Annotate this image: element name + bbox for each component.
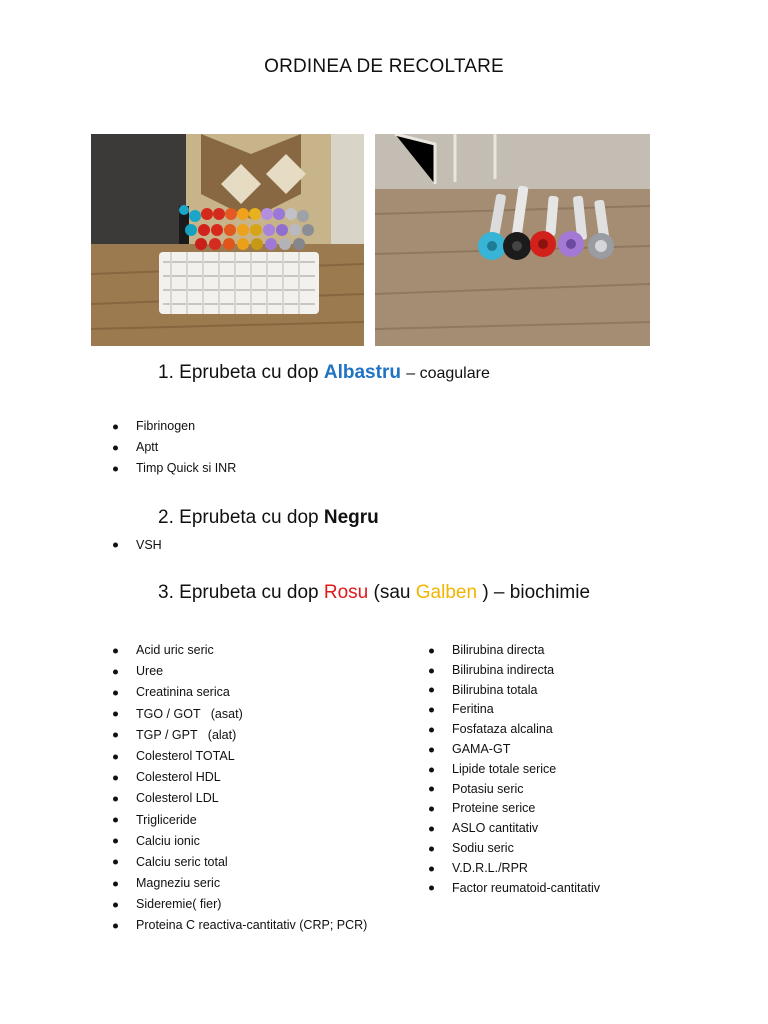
section-2-number: 2. <box>158 507 174 528</box>
list-item: VSH <box>113 535 162 555</box>
list-item: TGP / GPT (alat) <box>113 725 367 746</box>
list-item: Colesterol HDL <box>113 767 367 788</box>
section-3-heading <box>158 582 590 604</box>
page-title: ORDINEA DE RECOLTARE <box>264 56 504 77</box>
section-2-color-word: Negru <box>323 507 379 528</box>
list-item: Feritina <box>429 700 600 720</box>
section-3-color-word-2: Galben <box>415 582 478 603</box>
list-item: Calciu seric total <box>113 852 367 873</box>
section-3-middle: (sau <box>373 582 411 603</box>
list-item: Magneziu seric <box>113 873 367 894</box>
section-1-prefix: Eprubeta cu dop <box>179 362 319 383</box>
list-item: Proteine serice <box>429 799 600 819</box>
list-item: Bilirubina totala <box>429 681 600 701</box>
section-3-list-left <box>113 640 367 937</box>
list-item: Aptt <box>113 437 236 458</box>
list-item: GAMA-GT <box>429 740 600 760</box>
section-1-list <box>113 416 236 479</box>
list-item: Proteina C reactiva-cantitativ (CRP; PCR) <box>113 915 367 936</box>
list-item: Timp Quick si INR <box>113 458 236 479</box>
section-1-color-word: Albastru <box>323 362 401 383</box>
list-item: Potasiu seric <box>429 780 600 800</box>
section-1-number: 1. <box>158 362 174 383</box>
tube-rack-photo <box>91 134 364 346</box>
list-item: Fosfataza alcalina <box>429 720 600 740</box>
list-item: Trigliceride <box>113 810 367 831</box>
list-item: Bilirubina directa <box>429 641 600 661</box>
list-item: Creatinina serica <box>113 682 367 703</box>
list-item: Sideremie( fier) <box>113 894 367 915</box>
section-3-list-right <box>429 641 600 898</box>
list-item: Uree <box>113 661 367 682</box>
section-3-suffix: ) – biochimie <box>482 582 591 603</box>
section-3-color-word: Rosu <box>323 582 369 603</box>
section-3-prefix: Eprubeta cu dop <box>179 582 319 603</box>
list-item: TGO / GOT (asat) <box>113 704 367 725</box>
tube-caps-photo <box>375 134 650 346</box>
section-1-heading <box>158 362 490 384</box>
list-item: ASLO cantitativ <box>429 819 600 839</box>
list-item: Lipide totale serice <box>429 760 600 780</box>
list-item: Bilirubina indirecta <box>429 661 600 681</box>
list-item: Calciu ionic <box>113 831 367 852</box>
section-3-number: 3. <box>158 582 174 603</box>
list-item: Colesterol TOTAL <box>113 746 367 767</box>
section-2-prefix: Eprubeta cu dop <box>179 507 319 528</box>
list-item: V.D.R.L./RPR <box>429 859 600 879</box>
list-item: Sodiu seric <box>429 839 600 859</box>
list-item: Fibrinogen <box>113 416 236 437</box>
list-item: Colesterol LDL <box>113 788 367 809</box>
section-2-list <box>113 535 162 555</box>
list-item: Acid uric seric <box>113 640 367 661</box>
section-1-suffix: – coagulare <box>406 365 490 382</box>
section-2-heading <box>158 507 379 529</box>
list-item: Factor reumatoid-cantitativ <box>429 879 600 899</box>
